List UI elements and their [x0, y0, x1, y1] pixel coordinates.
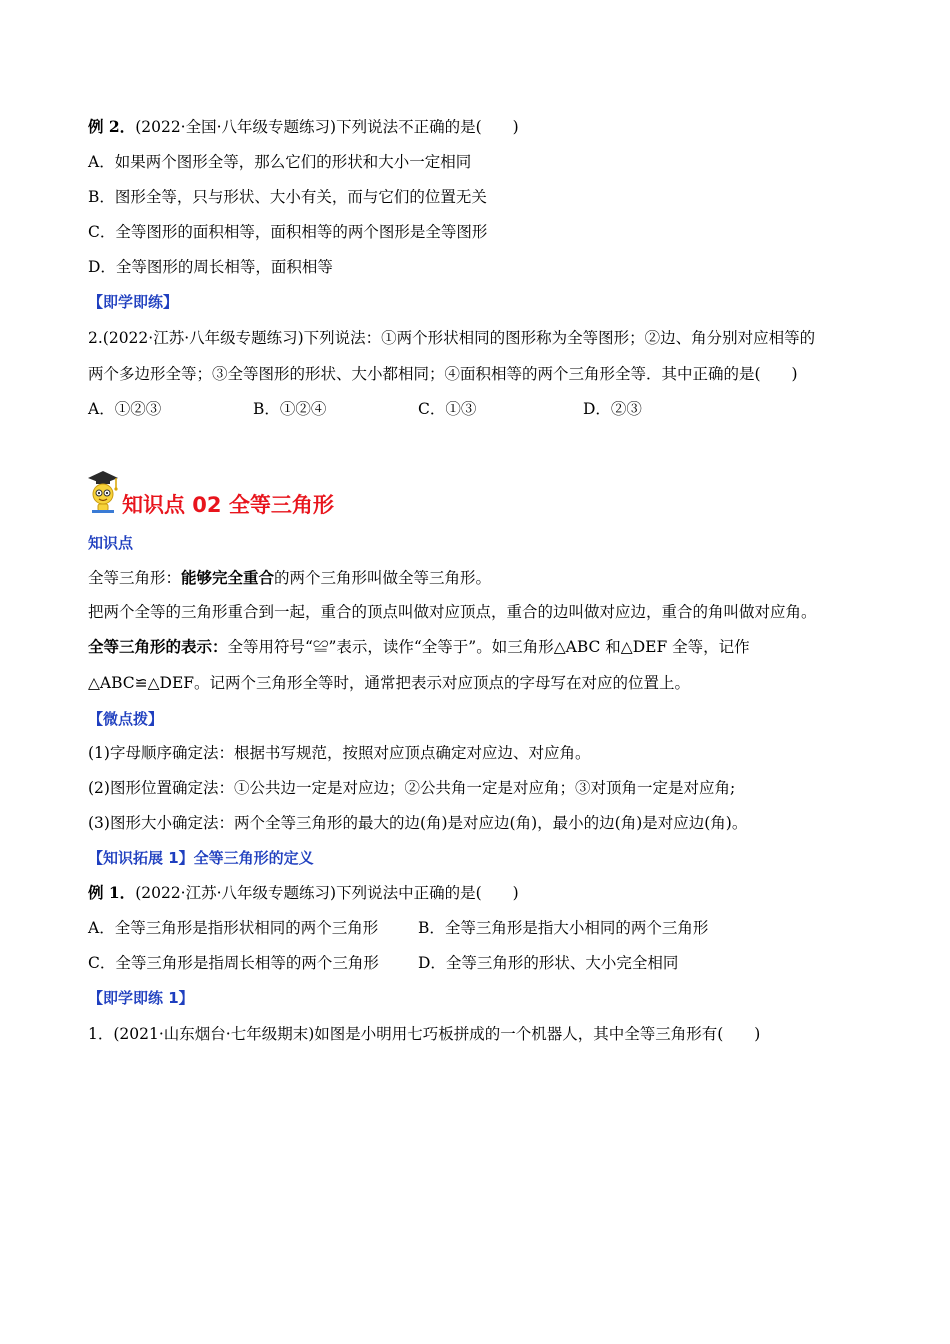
- example-1-option-d: D．全等三角形的形状、大小完全相同: [418, 954, 679, 972]
- example-1-stem: [88, 883, 519, 903]
- knowledge-paragraph-2: 把两个全等的三角形重合到一起，重合的顶点叫做对应顶点，重合的边叫做对应边，重合的角叫做对应角。: [88, 603, 817, 621]
- tips-tag: 【微点拨】: [88, 710, 164, 728]
- example-1-option-b: B．全等三角形是指大小相同的两个三角形: [418, 919, 709, 937]
- example-1-label: 例 1．: [88, 883, 136, 902]
- practice-question-line-1: 2.(2022·江苏·八年级专题练习)下列说法：①两个形状相同的图形称为全等图形；②边、角分别对应相等的: [88, 329, 816, 347]
- knowledge-paragraph-4: △ABC≌△DEF。记两个三角形全等时，通常把表示对应顶点的字母写在对应的位置上。: [88, 674, 691, 692]
- practice-option-c: C．①③: [418, 400, 477, 418]
- example-1-option-c: C．全等三角形是指周长相等的两个三角形: [88, 954, 379, 972]
- practice-option-a: A．①②③: [88, 400, 162, 418]
- practice-options: [88, 399, 868, 419]
- section-heading: [86, 468, 334, 518]
- knowledge-p1-bold: 能够完全重合: [181, 568, 275, 587]
- knowledge-p3-bold: 全等三角形的表示：: [88, 637, 228, 656]
- knowledge-paragraph-3: [88, 637, 750, 657]
- example-1-options-row-1: [88, 918, 868, 938]
- tip-item-1: (1)字母顺序确定法：根据书写规范，按照对应顶点确定对应边、对应角。: [88, 744, 591, 762]
- practice-2-question: 1．(2021·山东烟台·七年级期末)如图是小明用七巧板拼成的一个机器人，其中全等三角形有( ): [88, 1025, 761, 1043]
- example-1-question: (2022·江苏·八年级专题练习)下列说法中正确的是( ): [135, 884, 519, 902]
- example-2-option-b: B．图形全等，只与形状、大小有关，而与它们的位置无关: [88, 188, 487, 206]
- practice-option-d: D．②③: [583, 400, 642, 418]
- knowledge-paragraph-1: [88, 568, 491, 588]
- tip-item-2: (2)图形位置确定法：①公共边一定是对应边；②公共角一定是对应角；③对顶角一定是对应角;: [88, 779, 736, 797]
- knowledge-p3-rest: 全等用符号“≌”表示，读作“全等于”。如三角形△ABC 和△DEF 全等，记作: [227, 638, 750, 656]
- knowledge-p1-prefix: 全等三角形：: [88, 569, 182, 587]
- example-2-stem: [88, 117, 519, 137]
- example-2-option-c: C．全等图形的面积相等，面积相等的两个图形是全等图形: [88, 223, 488, 241]
- example-2-option-a: A．如果两个图形全等，那么它们的形状和大小一定相同: [88, 153, 472, 171]
- example-2-label: 例 2．: [88, 117, 136, 136]
- example-1-option-a: A．全等三角形是指形状相同的两个三角形: [88, 919, 379, 937]
- knowledge-p1-suffix: 的两个三角形叫做全等三角形。: [274, 569, 492, 587]
- tip-item-3: (3)图形大小确定法：两个全等三角形的最大的边(角)是对应边(角)，最小的边(角)是对应边(角)。: [88, 814, 748, 832]
- practice-tag: 【即学即练】: [88, 293, 179, 311]
- example-2-question: (2022·全国·八年级专题练习)下列说法不正确的是( ): [135, 118, 519, 136]
- practice-option-b: B．①②④: [253, 400, 327, 418]
- example-1-options-row-2: [88, 953, 868, 973]
- practice-2-tag: 【即学即练 1】: [88, 989, 194, 1007]
- practice-question-line-2: 两个多边形全等；③全等图形的形状、大小都相同；④面积相等的两个三角形全等．其中正确的是( ): [88, 365, 798, 383]
- example-2-option-d: D．全等图形的周长相等，面积相等: [88, 258, 333, 276]
- graduate-cap-icon: [86, 468, 120, 518]
- extension-tag: 【知识拓展 1】全等三角形的定义: [88, 849, 314, 867]
- section-title: 知识点 02 全等三角形: [122, 493, 334, 517]
- knowledge-label: 知识点: [88, 534, 134, 552]
